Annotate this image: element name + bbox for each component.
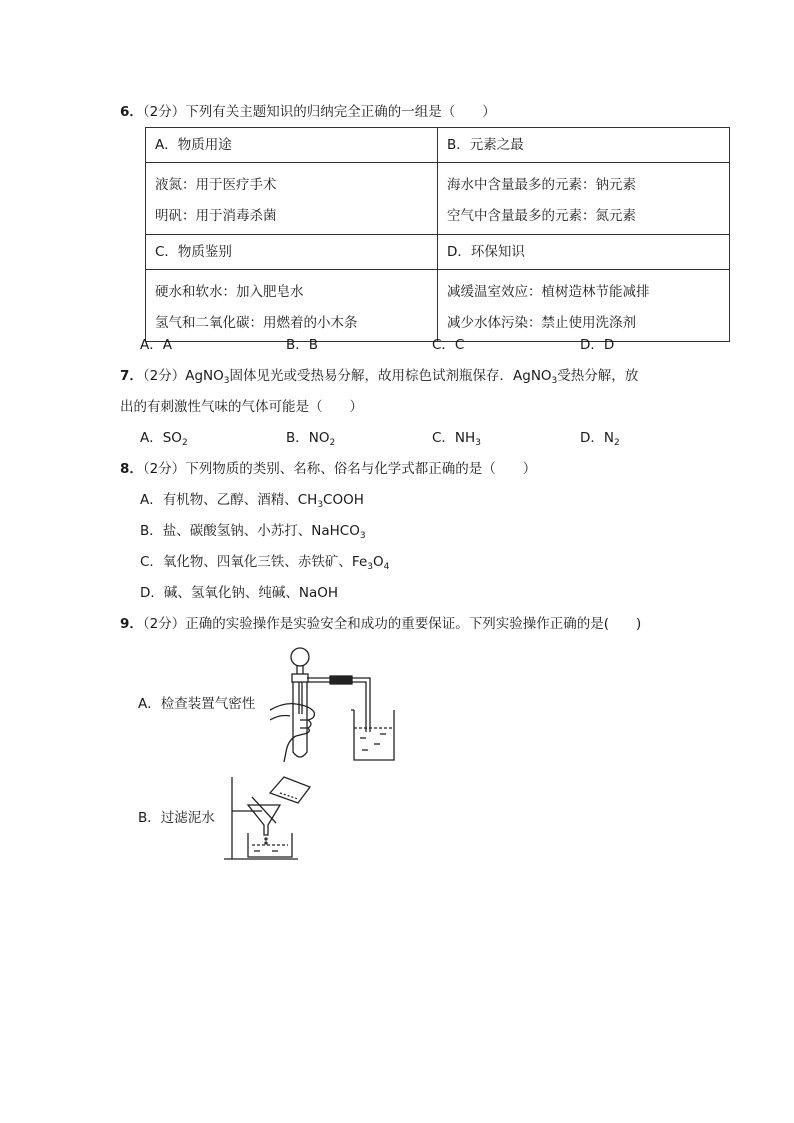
question-9-text: （2分）正确的实验操作是实验安全和成功的重要保证。下列实验操作正确的是( ) — [142, 616, 642, 632]
question-7-option-d-text: D．N — [580, 430, 614, 446]
table-a-item-1: 液氮：用于医疗手术 — [155, 177, 277, 193]
question-6-stem — [120, 103, 496, 121]
question-7-sub-1: 3 — [223, 376, 230, 386]
question-7-option-a[interactable] — [140, 429, 188, 447]
question-7-option-d[interactable] — [580, 429, 620, 447]
question-7-option-b-text: B．NO — [286, 430, 330, 446]
question-9-option-a[interactable]: A．检查装置气密性 — [138, 696, 256, 712]
question-7-text-c: 受热分解，放 — [557, 368, 639, 384]
table-cell-b-body — [438, 163, 730, 235]
question-7-option-c-sub: 3 — [475, 438, 481, 448]
table-cell-d-body — [438, 270, 730, 342]
table-cell-a-head: A．物质用途 — [146, 128, 438, 163]
question-7-option-a-sub: 2 — [181, 438, 188, 448]
airtightness-check-figure — [262, 644, 412, 764]
table-cell-b-head: B．元素之最 — [438, 128, 730, 163]
table-d-item-2: 减少水体污染：禁止使用洗涤剂 — [447, 315, 636, 331]
table-b-item-1: 海水中含量最多的元素：钠元素 — [447, 177, 636, 193]
question-8-option-a-text: A．有机物、乙醇、酒精、CH — [140, 492, 318, 508]
question-8-option-a-sub: 3 — [317, 500, 324, 510]
question-6-knowledge-table — [145, 127, 730, 342]
question-8-option-d[interactable]: D．碱、氢氧化钠、纯碱、NaOH — [140, 585, 339, 601]
question-7-option-c[interactable] — [432, 429, 481, 447]
question-7-stem-line-2: 出的有刺激性气味的气体可能是（ ） — [120, 399, 363, 415]
table-b-item-2: 空气中含量最多的元素：氮元素 — [447, 208, 636, 224]
question-6-text: （2分）下列有关主题知识的归纳完全正确的一组是（ ） — [142, 104, 496, 120]
question-8-option-c-sub-2: 4 — [383, 562, 390, 572]
question-7-stem-line-1 — [120, 367, 638, 385]
question-8-text: （2分）下列物质的类别、名称、俗名与化学式都正确的是（ ） — [142, 461, 537, 477]
question-8-option-a[interactable] — [140, 491, 364, 509]
question-8-stem — [120, 460, 536, 478]
table-d-item-1: 减缓温室效应：植树造林节能减排 — [447, 284, 650, 300]
question-9-number: 9． — [120, 616, 143, 632]
question-7-option-b-sub: 2 — [329, 438, 336, 448]
question-8-option-c[interactable] — [140, 553, 389, 571]
question-8-option-c-text: C．氧化物、四氧化三铁、赤铁矿、Fe — [140, 554, 368, 570]
question-7-option-b[interactable] — [286, 429, 335, 447]
question-6-option-a[interactable]: A．A — [140, 337, 172, 353]
table-cell-c-body — [146, 270, 438, 342]
question-7-text-b: 固体见光或受热易分解，故用棕色试剂瓶保存．AgNO — [229, 368, 552, 384]
table-c-item-1: 硬水和软水：加入肥皂水 — [155, 284, 304, 300]
question-7-sub-2: 3 — [551, 376, 558, 386]
question-7-option-a-text: A．SO — [140, 430, 182, 446]
question-6-option-b[interactable]: B．B — [286, 337, 319, 353]
question-9-option-b[interactable]: B．过滤泥水 — [138, 810, 215, 826]
question-7-option-c-text: C．NH — [432, 430, 476, 446]
question-6-number: 6． — [120, 104, 143, 120]
table-a-item-2: 明矾：用于消毒杀菌 — [155, 208, 277, 224]
question-7-text-a: （2分）AgNO — [142, 368, 224, 384]
question-6-option-d[interactable]: D．D — [580, 337, 615, 353]
question-8-option-b[interactable] — [140, 522, 366, 540]
question-8-option-c-mid: O — [373, 554, 384, 570]
question-6-option-c[interactable]: C．C — [432, 337, 465, 353]
filtration-figure — [218, 773, 318, 863]
question-8-number: 8． — [120, 461, 143, 477]
question-8-option-a-tail: COOH — [323, 492, 364, 508]
question-8-option-b-text: B．盐、碳酸氢钠、小苏打、NaHCO — [140, 523, 360, 539]
table-cell-c-head: C．物质鉴别 — [146, 235, 438, 270]
table-c-item-2: 氢气和二氧化碳：用燃着的小木条 — [155, 315, 358, 331]
question-8-option-c-sub-1: 3 — [367, 562, 373, 572]
question-8-option-b-sub: 3 — [359, 531, 366, 541]
question-9-stem — [120, 615, 641, 633]
table-cell-d-head: D．环保知识 — [438, 235, 730, 270]
question-7-number: 7． — [120, 368, 143, 384]
question-7-option-d-sub: 2 — [614, 438, 620, 448]
table-cell-a-body — [146, 163, 438, 235]
